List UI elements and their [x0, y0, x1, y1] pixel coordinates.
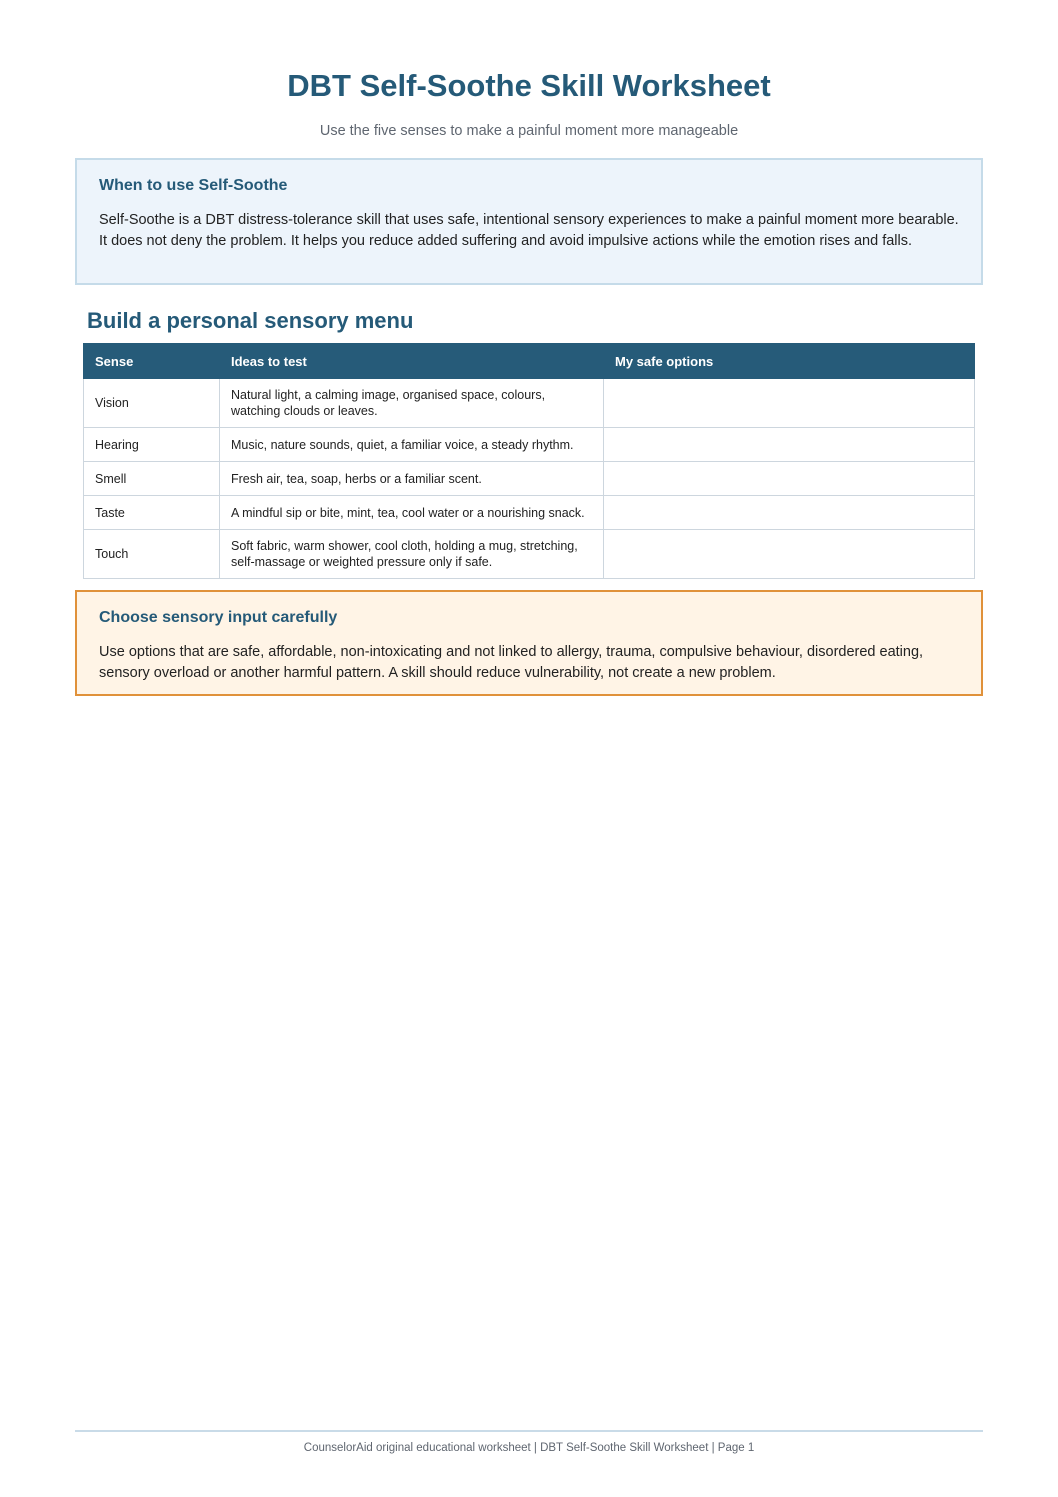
caution-box-text: Use options that are safe, affordable, non-intoxicating and not linked to allergy, trauma, compulsive behaviour, disordered eating, sensory overload or another harmful pattern. A skill should reduce vulnerability, not create a new problem.: [99, 644, 924, 681]
caution-box-heading: Choose sensory input carefully: [99, 609, 338, 626]
table-row: [84, 530, 975, 579]
cell-sense: Smell: [84, 462, 220, 496]
header-options: My safe options: [604, 344, 975, 379]
cell-options[interactable]: [604, 379, 975, 428]
cell-ideas: Music, nature sounds, quiet, a familiar voice, a steady rhythm.: [220, 428, 604, 462]
sensory-menu-table: [83, 343, 975, 579]
info-box-heading: When to use Self-Soothe: [99, 177, 288, 194]
cell-options[interactable]: [604, 428, 975, 462]
cell-ideas: A mindful sip or bite, mint, tea, cool water or a nourishing snack.: [220, 496, 604, 530]
cell-options[interactable]: [604, 530, 975, 579]
cell-sense: Hearing: [84, 428, 220, 462]
cell-options[interactable]: [604, 496, 975, 530]
cell-sense: Taste: [84, 496, 220, 530]
section-heading: Build a personal sensory menu: [87, 308, 414, 333]
header-sense: Sense: [84, 344, 220, 379]
cell-ideas: Fresh air, tea, soap, herbs or a familiar scent.: [220, 462, 604, 496]
cell-sense: Vision: [84, 379, 220, 428]
cell-sense: Touch: [84, 530, 220, 579]
cell-ideas: Soft fabric, warm shower, cool cloth, holding a mug, stretching, self-massage or weighted pressure only if safe.: [220, 530, 604, 579]
table-row: [84, 462, 975, 496]
page-subtitle: Use the five senses to make a painful moment more manageable: [319, 123, 739, 139]
caution-box: [75, 590, 983, 696]
page-footer: CounselorAid original educational worksheet | DBT Self-Soothe Skill Worksheet | Page 1: [303, 1442, 755, 1454]
table-row: [84, 379, 975, 428]
cell-ideas: Natural light, a calming image, organised space, colours, watching clouds or leaves.: [220, 379, 604, 428]
info-box-text: Self-Soothe is a DBT distress-tolerance skill that uses safe, intentional sensory experiences to make a painful moment more bearable. It does not deny the problem. It helps you reduce added suffering and avoid impulsive actions while the emotion rises and falls.: [99, 212, 959, 249]
footer-divider: [75, 1430, 983, 1432]
table-row: [84, 496, 975, 530]
table-header-row: [84, 344, 975, 379]
table-row: [84, 428, 975, 462]
header-ideas: Ideas to test: [220, 344, 604, 379]
cell-options[interactable]: [604, 462, 975, 496]
info-box: [75, 158, 983, 285]
page-title: DBT Self-Soothe Skill Worksheet: [287, 68, 771, 103]
